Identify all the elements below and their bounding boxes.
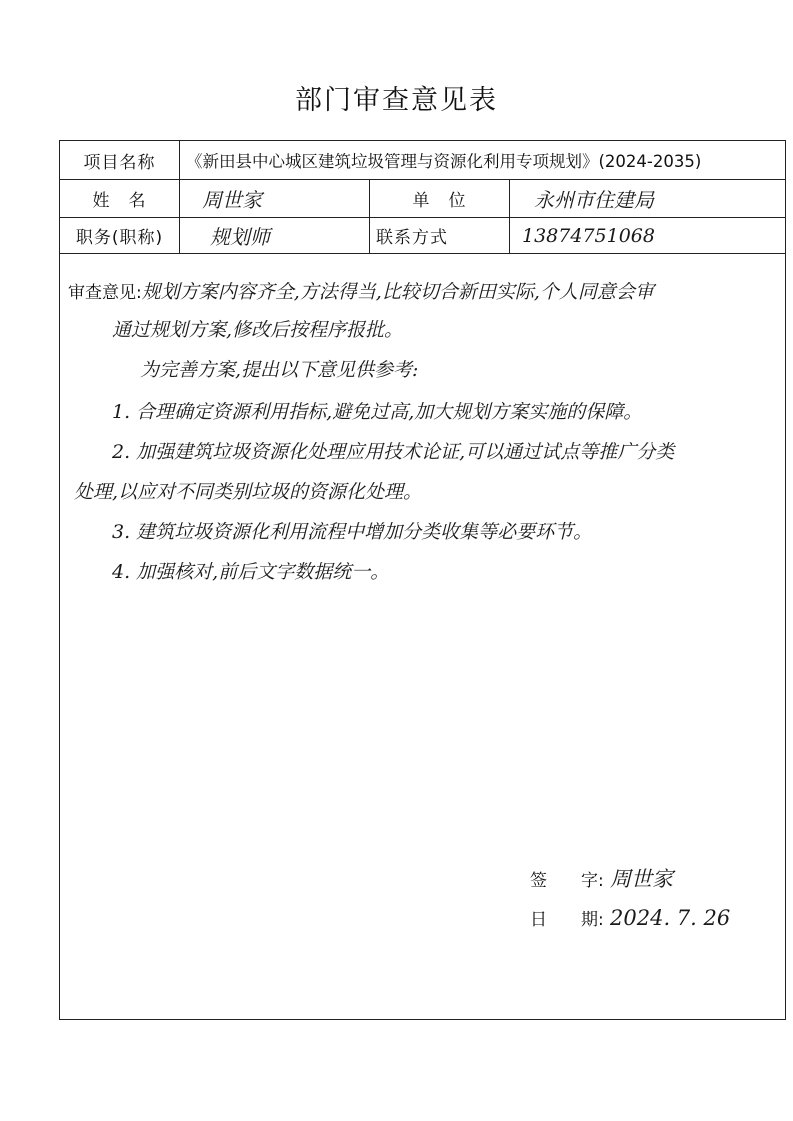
position-contact-row (60, 218, 785, 254)
signature-value: 周世家 (610, 867, 673, 891)
position-label: 职务(职称) (75, 228, 164, 248)
contact-value: 13874751068 (509, 218, 785, 253)
project-name-value: 《新田县中心城区建筑垃圾管理与资源化利用专项规划》(2024-2035) (179, 141, 785, 179)
date-line (530, 905, 790, 930)
date-value: 2024. 7. 26 (610, 905, 731, 930)
signature-line (530, 863, 790, 893)
opinion-text: 规划方案内容齐全,方法得当,比较切合新田实际,个人同意会审 (141, 281, 654, 303)
opinion-item-3: 3. 建筑垃圾资源化利用流程中增加分类收集等必要环节。 (112, 521, 593, 543)
project-row (60, 141, 785, 180)
date-label: 日 期: (530, 910, 604, 930)
name-label: 姓 名 (92, 191, 147, 211)
name-unit-row (60, 180, 785, 218)
name-value: 周世家 (179, 180, 369, 217)
opinion-line-1 (68, 277, 654, 304)
opinion-item-4: 4. 加强核对,前后文字数据统一。 (112, 561, 390, 583)
position-value: 规划师 (179, 218, 369, 253)
contact-label: 联系方式 (369, 218, 509, 253)
page-title: 部门审查意见表 (295, 85, 498, 116)
opinion-label: 审查意见: (68, 283, 142, 303)
unit-label: 单 位 (369, 180, 509, 217)
opinion-item-2: 2. 加强建筑垃圾资源化处理应用技术论证,可以通过试点等推广分类 (112, 441, 675, 463)
opinion-item-2-cont: 处理,以应对不同类别垃圾的资源化处理。 (74, 481, 423, 503)
opinion-item-1: 1. 合理确定资源利用指标,避免过高,加大规划方案实施的保障。 (112, 401, 643, 423)
project-name-label: 项目名称 (83, 152, 156, 173)
unit-value: 永州市住建局 (509, 180, 785, 217)
review-form-table (59, 140, 786, 1020)
opinion-line-2: 通过规划方案,修改后按程序报批。 (112, 319, 404, 341)
signature-label: 签 字: (530, 870, 604, 891)
opinion-line-3: 为完善方案,提出以下意见供参考: (140, 359, 419, 381)
